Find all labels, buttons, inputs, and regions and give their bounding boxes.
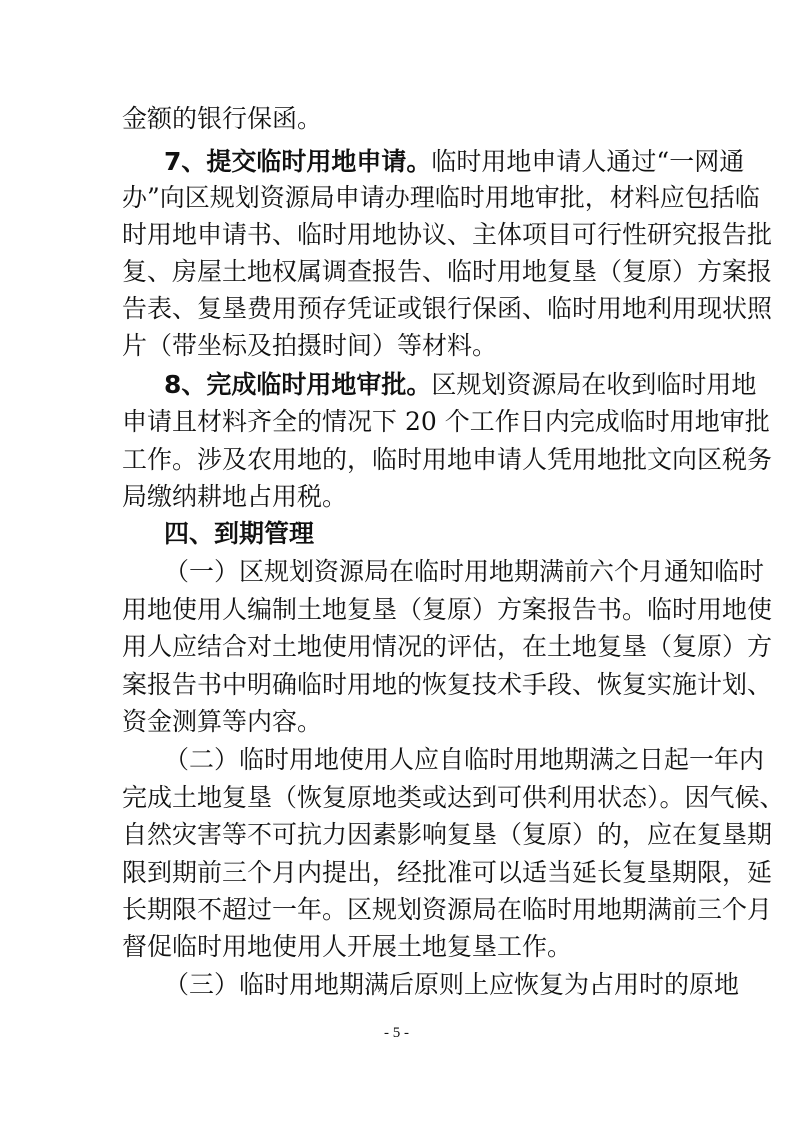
paragraph-line: （三）临时用地期满后原则上应恢复为占用时的原地 <box>164 970 740 999</box>
paragraph-line: 案报告书中明确临时用地的恢复技术手段、恢复实施计划、 <box>122 670 773 699</box>
paragraph-line: 片（带坐标及拍摄时间）等材料。 <box>122 331 498 360</box>
paragraph-line: 长期限不超过一年。区规划资源局在临时用地期满前三个月 <box>122 895 773 924</box>
paragraph-line: 告表、复垦费用预存凭证或银行保函、临时用地利用现状照 <box>122 294 773 323</box>
paragraph-line <box>164 366 757 403</box>
page-number: - 5 - <box>384 1025 409 1041</box>
paragraph-line: 限到期前三个月内提出，经批准可以适当延长复垦期限，延 <box>122 858 773 887</box>
paragraph-line: 用地使用人编制土地复垦（复原）方案报告书。临时用地使 <box>122 595 773 624</box>
paragraph-line: 局缴纳耕地占用税。 <box>122 482 348 511</box>
paragraph-line: 工作。涉及农用地的，临时用地申请人凭用地批文向区税务 <box>122 445 773 474</box>
paragraph-line: 自然灾害等不可抗力因素影响复垦（复原）的，应在复垦期 <box>122 820 773 849</box>
paragraph-line: （二）临时用地使用人应自临时用地期满之日起一年内 <box>164 745 765 774</box>
item-heading: 8、完成临时用地审批。 <box>164 370 432 399</box>
paragraph-line <box>164 143 745 180</box>
paragraph-line: 完成土地复垦（恢复原地类或达到可供利用状态）。因气候、 <box>122 783 785 812</box>
section-heading: 四、到期管理 <box>164 519 315 548</box>
paragraph-line: 督促临时用地使用人开展土地复垦工作。 <box>122 932 573 961</box>
paragraph-line: 申请且材料齐全的情况下 20 个工作日内完成临时用地审批 <box>122 407 770 436</box>
paragraph-line: 资金测算等内容。 <box>122 707 323 736</box>
paragraph-line: 金额的银行保函。 <box>122 104 323 133</box>
paragraph-line: 时用地申请书、临时用地协议、主体项目可行性研究报告批 <box>122 220 773 249</box>
paragraph-line: （一）区规划资源局在临时用地期满前六个月通知临时 <box>164 557 765 586</box>
paragraph-text: 临时用地申请人通过“一网通 <box>431 147 745 176</box>
paragraph-line: 用人应结合对土地使用情况的评估，在土地复垦（复原）方 <box>122 632 773 661</box>
paragraph-line: 复、房屋土地权属调查报告、临时用地复垦（复原）方案报 <box>122 257 773 286</box>
item-heading: 7、提交临时用地申请。 <box>164 147 432 176</box>
paragraph-line: 办”向区规划资源局申请办理临时用地审批，材料应包括临 <box>122 183 760 212</box>
paragraph-text: 区规划资源局在收到临时用地 <box>431 370 757 399</box>
